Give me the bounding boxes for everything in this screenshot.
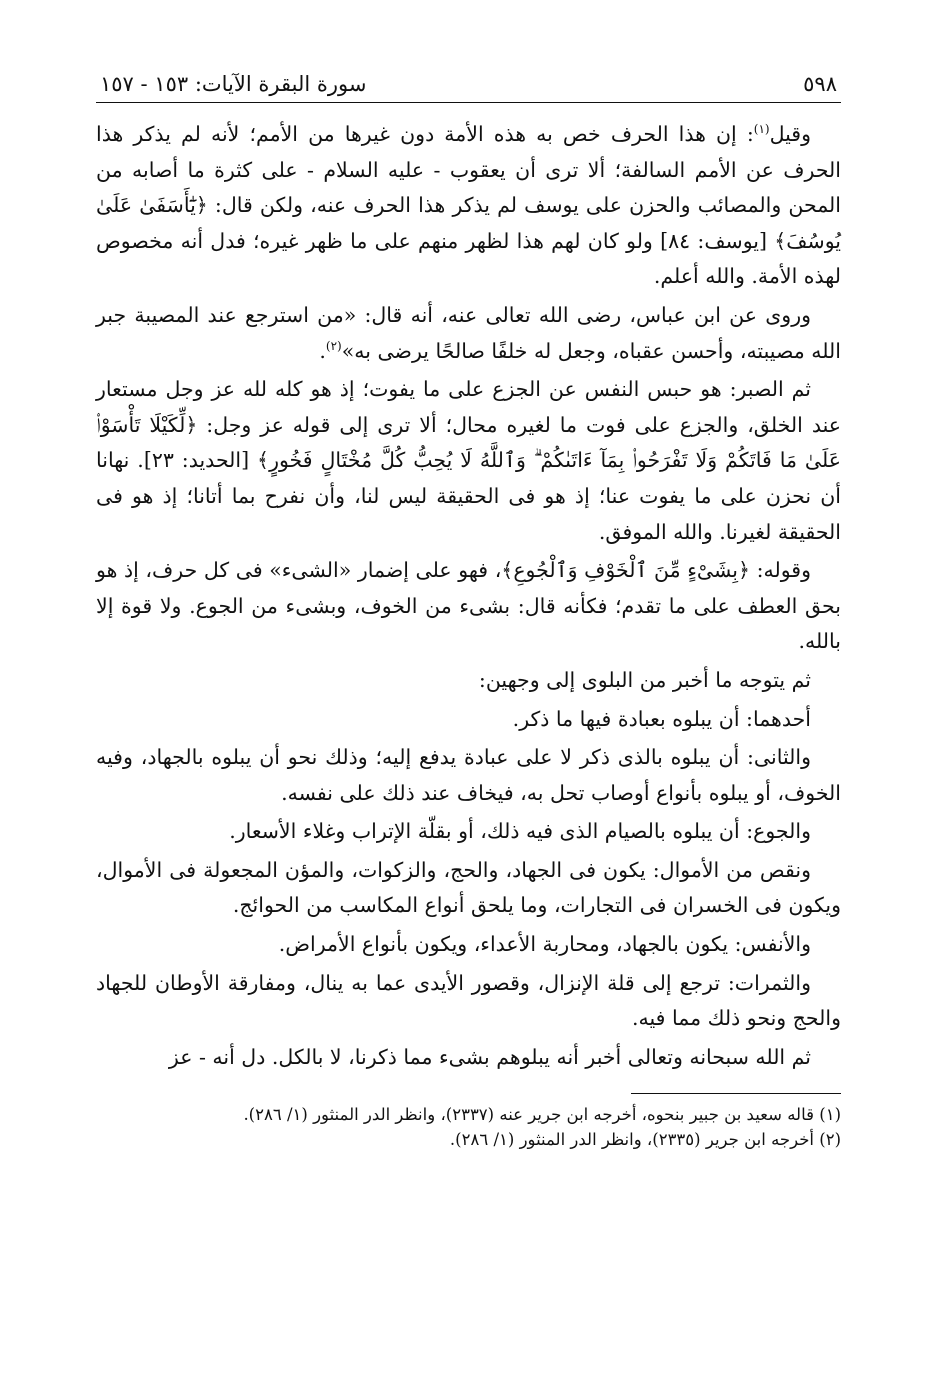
page-number: ٥٩٨: [803, 72, 837, 96]
main-text: [96, 117, 841, 1075]
paragraph-1: وقيل$^{(١)}$: إن هذا الحرف خص به هذه الأمة دون غيرها من الأمم؛ لأنه لم يذكر هذا الحرف عن الأمم السالفة؛ ألا ترى أن يعقوب - عليه السلام - على كثرة ما أصابه من المحن والمصائب والحزن على يوسف لم يذكر هذا الحرف عنه، ولكن قال: ﴿يَٰٓأَسَفَىٰ عَلَىٰ يُوسُفَ﴾ [يوسف: ٨٤] ولو كان لهم هذا لظهر منهم على ما ظهر غيره؛ فدل أنه مخصوص لهذه الأمة. والله أعلم.: [96, 122, 841, 289]
paragraph-6: أحدهما: أن يبلوه بعبادة فيها ما ذكر.: [512, 706, 811, 731]
running-title: سورة البقرة الآيات: ١٥٣ - ١٥٧: [100, 72, 367, 96]
footnote-mark-2: (٢): [325, 338, 342, 353]
footnote-1: (١) قاله سعيد بن جبير بنحوه، أخرجه ابن جرير عنه (٢٣٣٧)، وانظر الدر المنثور (١/ ٢٨٦).: [243, 1105, 841, 1125]
footnotes: [96, 1102, 841, 1152]
paragraph-2: وروى عن ابن عباس، رضى الله تعالى عنه، أنه قال: «من استرجع عند المصيبة جبر الله مصيبته، وأحسن عقباه، وجعل له خلفًا صالحًا يرضى به»$^{(٢)}$.: [96, 302, 841, 363]
paragraph-11: والثمرات: ترجع إلى قلة الإنزال، وقصور الأيدى عما به ينال، ومفارقة الأوطان للجهاد والحج ونحو ذلك مما فيه.: [96, 970, 841, 1031]
footnote-divider: [631, 1093, 841, 1094]
paragraph-10: والأنفس: يكون بالجهاد، ومحاربة الأعداء، ويكون بأنواع الأمراض.: [278, 932, 811, 957]
paragraph-7: والثانى: أن يبلوه بالذى ذكر لا على عبادة يدفع إليه؛ وذلك نحو أن يبلوه بالجهاد، وفيه الخوف، أو يبلوه بأنواع أوصاب تحل به، فيخاف عند ذلك على نفسه.: [96, 745, 841, 805]
paragraph-5: ثم يتوجه ما أخبر من البلوى إلى وجهين:: [478, 667, 811, 692]
book-page: [96, 52, 841, 1352]
paragraph-12: ثم الله سبحانه وتعالى أخبر أنه يبلوهم بشىء مما ذكرنا، لا بالكل. دل أنه - عز: [168, 1044, 811, 1069]
paragraph-8: والجوع: أن يبلوه بالصيام الذى فيه ذلك، أو بقلّة الإتراب وغلاء الأسعار.: [229, 819, 811, 844]
page-header: [96, 52, 841, 102]
footnote-2: (٢) أخرجه ابن جرير (٢٣٣٥)، وانظر الدر المنثور (١/ ٢٨٦).: [449, 1130, 841, 1150]
footnote-mark-1: (١): [753, 122, 770, 137]
paragraph-9: ونقص من الأموال: يكون فى الجهاد، والحج، والزكوات، والمؤن المجعولة فى الأموال، ويكون فى الخسران فى التجارات، وما يلحق أنواع المكاسب من الحوائج.: [96, 857, 841, 918]
header-divider: [96, 102, 841, 103]
paragraph-4: وقوله: ﴿بِشَىْءٍ مِّنَ ٱلْخَوْفِ وَٱلْجُوعِ﴾، فهو على إضمار «الشىء» فى كل حرف، إذ هو بحق العطف على ما تقدم؛ فكأنه قال: بشىء من الخوف، وبشىء من الجوع. ولا قوة إلا بالله.: [96, 558, 841, 654]
paragraph-3: ثم الصبر: هو حبس النفس عن الجزع على ما يفوت؛ إذ هو كله لله عز وجل مستعار عند الخلق، والجزع على فوت ما لغيره محال؛ ألا ترى إلى قوله عز وجل: ﴿لِّكَيْلَا تَأْسَوْا۟ عَلَىٰ مَا فَاتَكُمْ وَلَا تَفْرَحُوا۟ بِمَآ ءَاتَىٰكُمْ ۗ وَٱللَّهُ لَا يُحِبُّ كُلَّ مُخْتَالٍ فَخُورٍ﴾ [الحديد: ٢٣]. نهانا أن نحزن على ما يفوت عنا؛ إذ هو فى الحقيقة ليس لنا، وأن نفرح بما أتانا؛ إذ هو فى الحقيقة لغيرنا. والله الموفق.: [96, 377, 841, 544]
